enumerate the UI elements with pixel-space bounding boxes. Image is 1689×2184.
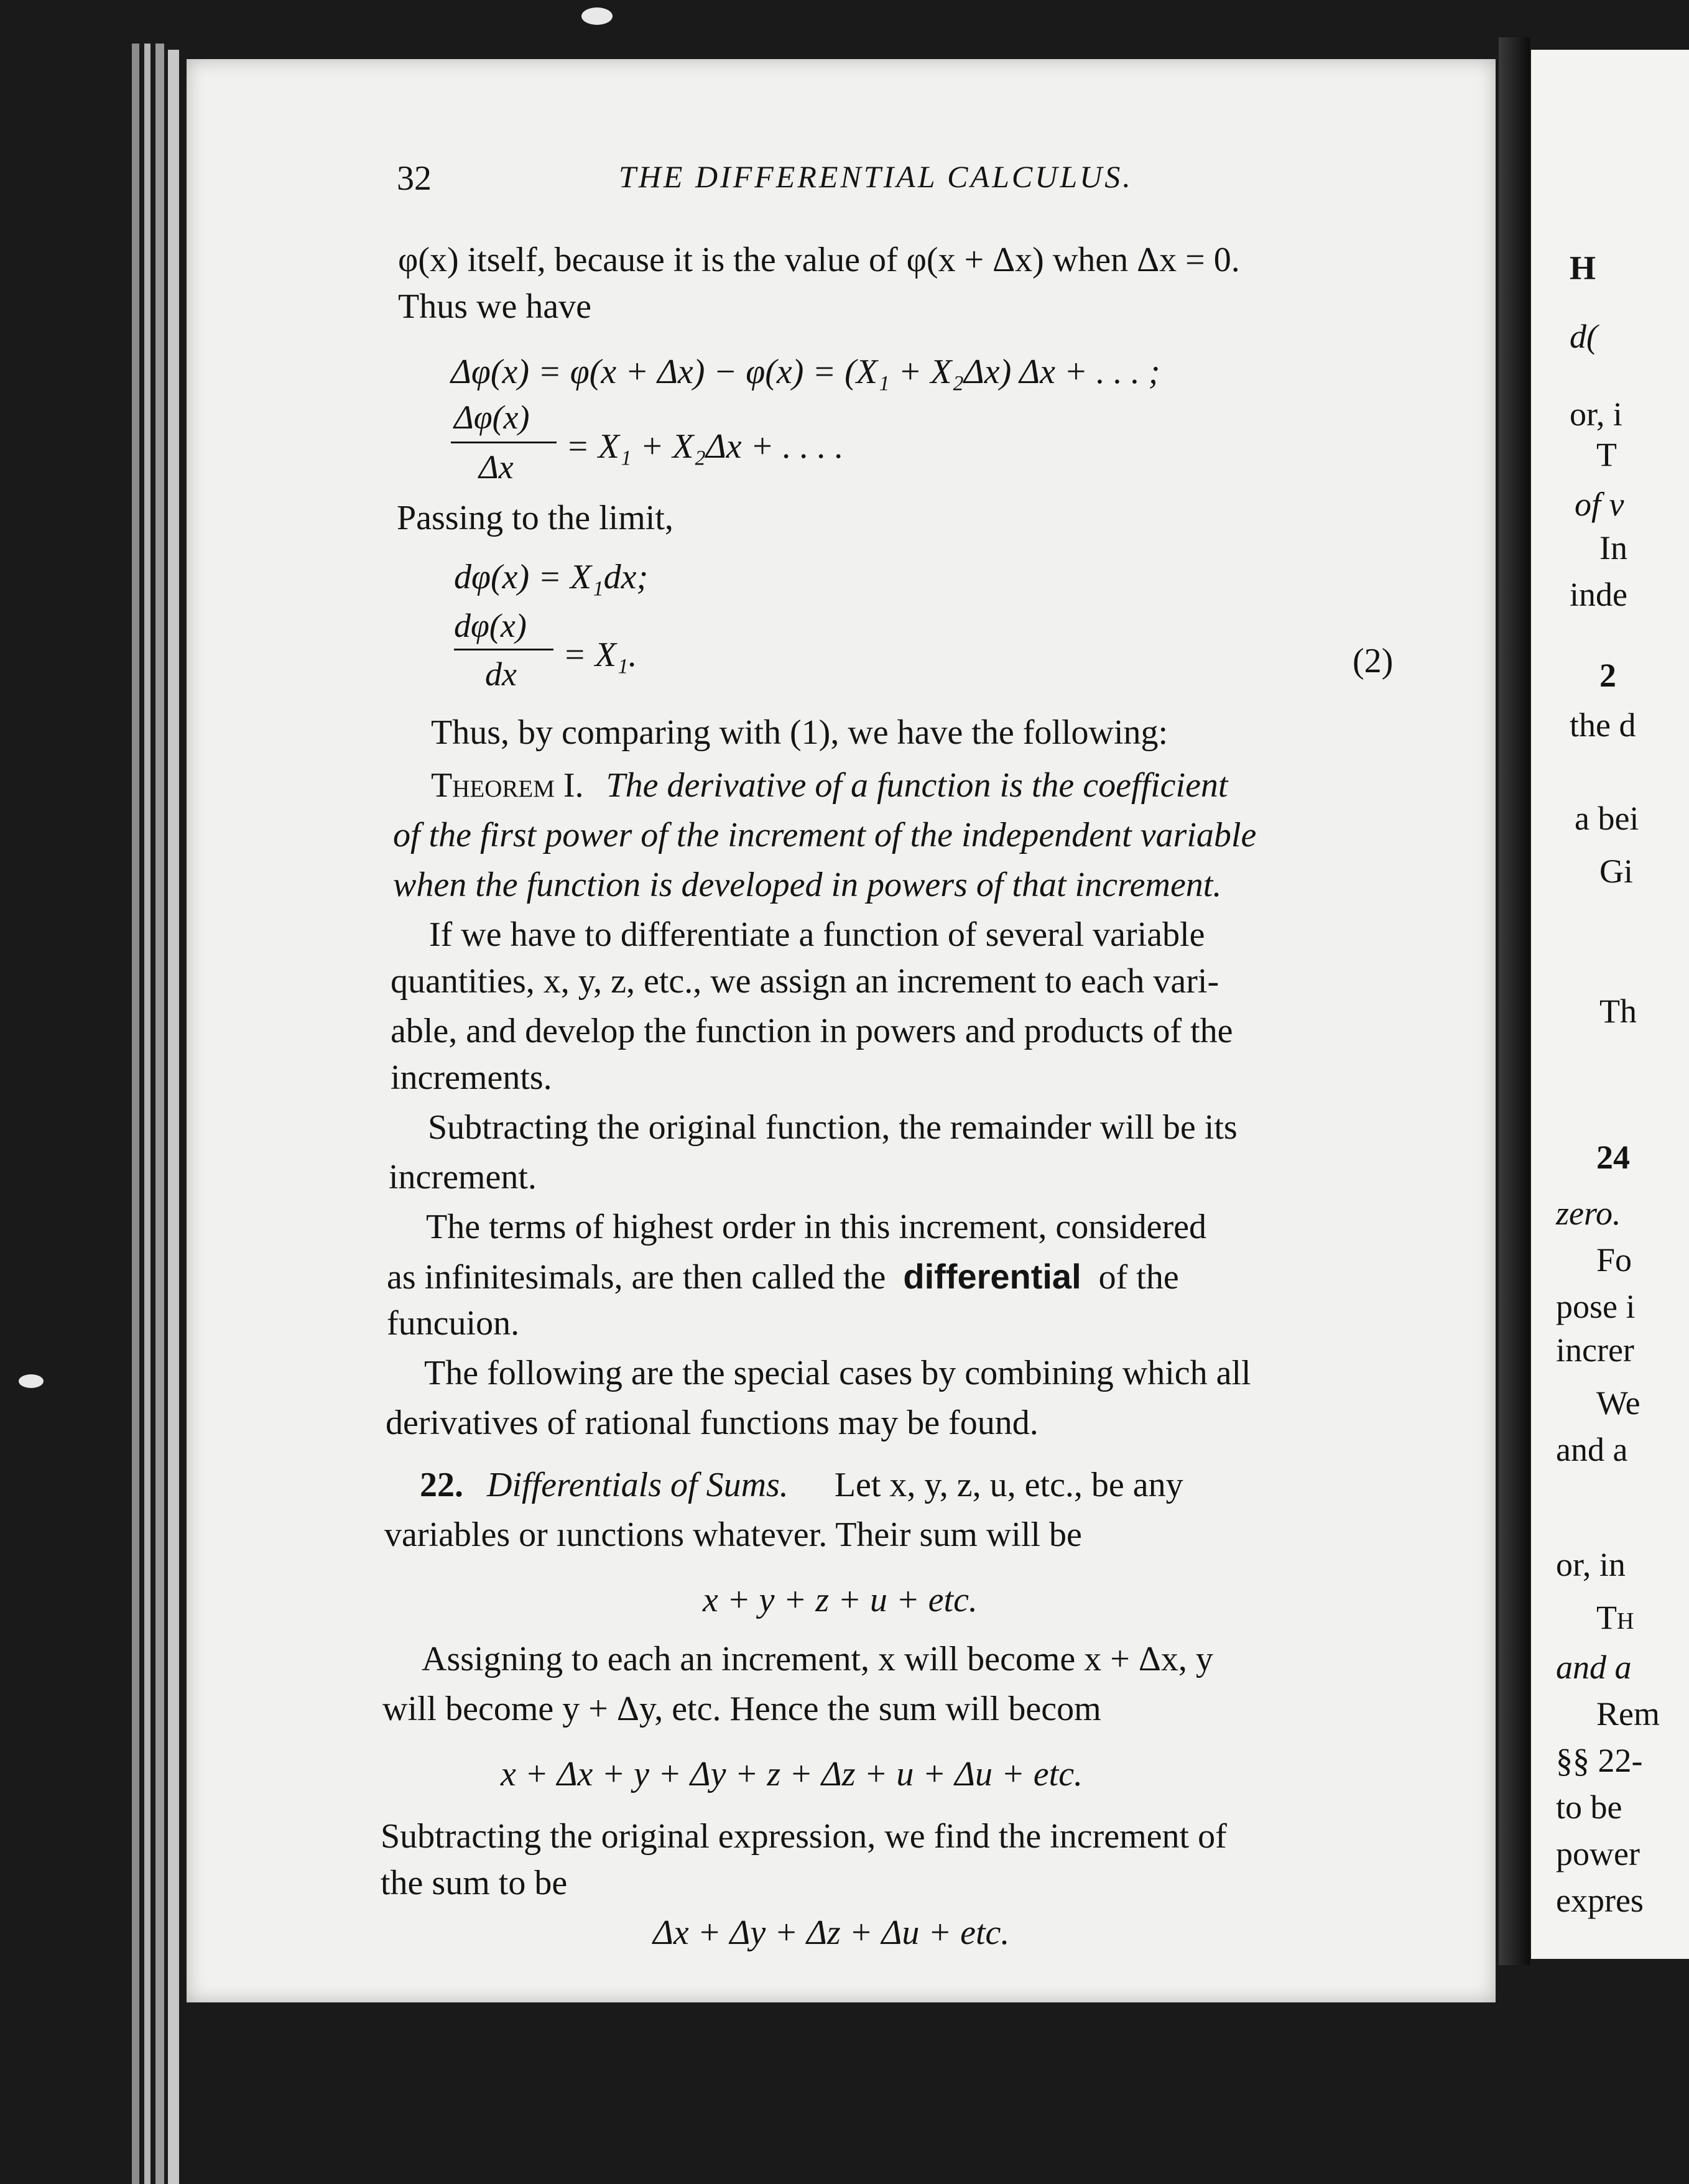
text-line: quantities, x, y, z, etc., we assign an increment to each vari- (391, 962, 1219, 1001)
scan-speck (19, 1374, 44, 1388)
equation: = X₁ + X₂Δx + . . . . (566, 427, 844, 466)
book-gutter (1499, 37, 1530, 1965)
text-span: of the (1098, 1258, 1179, 1297)
book-edge (144, 44, 150, 2184)
running-title: THE DIFFERENTIAL CALCULUS. (619, 159, 1133, 194)
fraction-denominator: Δx (479, 448, 514, 486)
equation: x + y + z + u + etc. (703, 1581, 978, 1619)
text-line: the sum to be (381, 1864, 568, 1902)
facing-text: the d (1570, 706, 1636, 744)
text-line: derivatives of rational functions may be found. (386, 1404, 1039, 1442)
facing-text: power (1556, 1835, 1640, 1872)
text-line: The terms of highest order in this increment, considered (426, 1208, 1206, 1246)
equation: dφ(x) = X₁dx; (454, 558, 649, 596)
scan-speck (581, 7, 613, 25)
facing-text: Th (1596, 1599, 1634, 1636)
fraction-denominator: dx (485, 655, 517, 693)
facing-text: Th (1599, 993, 1637, 1030)
facing-text: of v (1575, 486, 1624, 523)
facing-text: inde (1570, 576, 1627, 613)
equation: Δφ(x) = φ(x + Δx) − φ(x) = (X₁ + X₂Δx) Δx + . . . ; (451, 353, 1160, 391)
fraction-numerator: dφ(x) (454, 607, 527, 644)
text-line: able, and develop the function in powers and products of the (391, 1012, 1233, 1050)
fraction-bar (454, 649, 553, 650)
facing-text: and a (1556, 1431, 1628, 1468)
facing-text: or, in (1556, 1546, 1626, 1583)
facing-text: expres (1556, 1882, 1644, 1919)
equation: = X₁. (563, 636, 637, 674)
page-number: 32 (397, 159, 432, 198)
theorem-text: The derivative of a function is the coefficient (606, 766, 1228, 805)
facing-text: We (1596, 1384, 1640, 1422)
text-line: Assigning to each an increment, x will become x + Δx, y (422, 1640, 1213, 1678)
text-line: increments. (391, 1058, 552, 1097)
text-line: increment. (389, 1158, 537, 1196)
facing-text: 24 (1596, 1139, 1630, 1176)
text-line (387, 1259, 1179, 1295)
text-span: as infinitesimals, are then called the (387, 1258, 886, 1297)
facing-text: and a (1556, 1649, 1632, 1686)
book-edge (132, 44, 139, 2184)
theorem-line (431, 768, 1228, 803)
equation: Δx + Δy + Δz + Δu + etc. (653, 1913, 1010, 1952)
text-line: Passing to the limit, (397, 499, 673, 537)
facing-text: In (1599, 529, 1627, 567)
facing-text: Rem (1596, 1695, 1660, 1733)
facing-text: 2 (1599, 657, 1616, 694)
facing-text: H (1570, 249, 1596, 287)
text-line: will become y + Δy, etc. Hence the sum will becom (382, 1690, 1101, 1728)
text-line: Thus, by comparing with (1), we have the following: (431, 713, 1168, 752)
facing-text: increr (1556, 1331, 1634, 1369)
text-line: variables or ıunctions whatever. Their sum will be (384, 1515, 1082, 1554)
theorem-text: when the function is developed in powers of that increment. (393, 866, 1222, 904)
facing-text: or, i (1570, 396, 1622, 433)
section-line (420, 1468, 1183, 1502)
equation: x + Δx + y + Δy + z + Δz + u + Δu + etc. (501, 1755, 1083, 1793)
text-line: Subtracting the original function, the remainder will be its (428, 1108, 1238, 1147)
facing-text: Fo (1596, 1241, 1632, 1279)
equation-number: (2) (1353, 642, 1394, 680)
bold-term: differential (903, 1257, 1081, 1296)
fraction-numerator: Δφ(x) (454, 399, 530, 436)
book-edge (155, 44, 164, 2184)
facing-text: d( (1570, 318, 1598, 355)
facing-text: zero. (1556, 1195, 1621, 1232)
text-line: Subtracting the original expression, we find the increment of (381, 1817, 1227, 1856)
theorem-text: of the first power of the increment of the independent variable (393, 816, 1257, 854)
section-number: 22. (420, 1466, 463, 1504)
text-line: funcuion. (387, 1304, 520, 1343)
fraction-bar (451, 442, 557, 443)
theorem-label: Theorem I. (431, 766, 584, 805)
facing-text: to be (1556, 1788, 1622, 1826)
book-edge (168, 50, 179, 2184)
text-span: Let x, y, z, u, etc., be any (834, 1466, 1183, 1504)
facing-text: §§ 22- (1556, 1742, 1643, 1779)
facing-text: T (1596, 436, 1617, 473)
section-title: Differentials of Sums. (487, 1466, 789, 1504)
text-line: φ(x) itself, because it is the value of φ(x + Δx) when Δx = 0. (398, 241, 1240, 279)
text-line: The following are the special cases by combining which all (424, 1354, 1251, 1392)
facing-text: Gi (1599, 853, 1633, 890)
facing-text: a bei (1575, 800, 1639, 837)
text-line: Thus we have (398, 287, 592, 326)
text-line: If we have to differentiate a function of several variable (429, 915, 1205, 954)
facing-page (1531, 50, 1689, 1959)
facing-text: pose i (1556, 1288, 1636, 1325)
